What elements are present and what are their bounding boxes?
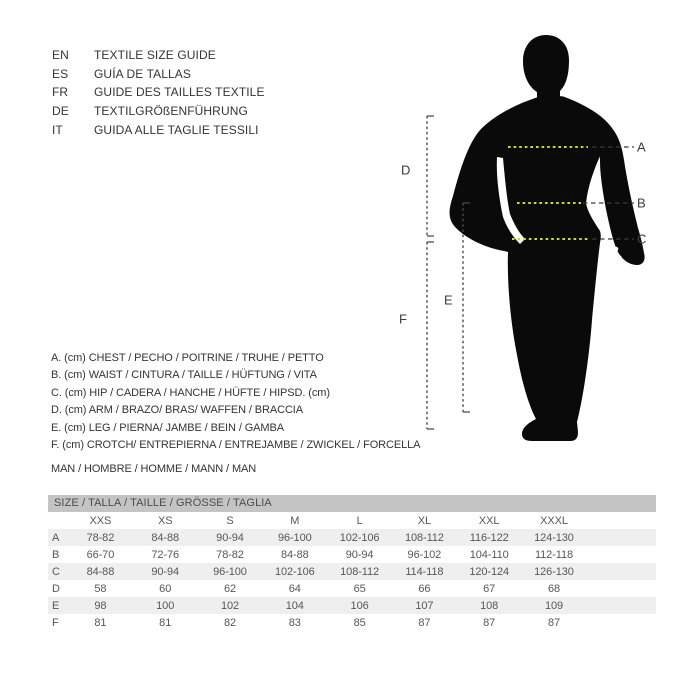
- table-row-arm: [48, 580, 656, 597]
- language-code: EN: [52, 48, 69, 63]
- hand-finger-mark: [619, 256, 622, 259]
- guide-title: GUIDE DES TAILLES TEXTILE: [94, 85, 265, 100]
- measure-row-label: A: [48, 529, 68, 546]
- legend-item-chest: A. (cm) CHEST / PECHO / POITRINE / TRUHE / PETTO: [51, 352, 324, 364]
- size-cell: 81: [94, 616, 107, 629]
- size-cell: 87: [547, 616, 560, 629]
- size-table-grid: [48, 512, 656, 631]
- size-cell: 108-112: [392, 529, 457, 546]
- size-cell: 62: [223, 582, 237, 595]
- size-col-header-xs: XS: [157, 514, 173, 527]
- size-cell: 90-94: [345, 548, 374, 561]
- size-table-header-bar: SIZE / TALLA / TAILLE / GRÖSSE / TAGLIA: [48, 495, 656, 512]
- mark-label-e: E: [444, 292, 453, 308]
- size-cell: 100: [133, 597, 198, 614]
- crotch-measure-ticks: [427, 242, 434, 429]
- size-col-header-xxl: XXL: [478, 514, 500, 527]
- guide-title: TEXTILE SIZE GUIDE: [94, 48, 216, 63]
- spacer-cell: [586, 597, 656, 614]
- size-cell: 102-106: [262, 563, 327, 580]
- spacer-cell: [586, 512, 656, 529]
- size-cell: 106: [327, 597, 392, 614]
- size-cell: 81: [159, 616, 172, 629]
- table-row-waist: [48, 546, 656, 563]
- size-cell: 104-110: [469, 548, 509, 561]
- size-cell: 96-102: [407, 548, 442, 561]
- man-silhouette-diagram: [380, 20, 680, 450]
- size-cell: 102-106: [327, 529, 392, 546]
- size-header-row: [48, 512, 656, 529]
- size-cell: 120-124: [457, 563, 522, 580]
- title-row-en: [52, 46, 265, 65]
- size-cell: 72-76: [151, 548, 180, 561]
- measure-row-label: D: [52, 582, 60, 595]
- size-cell: 87: [483, 616, 496, 629]
- size-cell: 87: [418, 616, 431, 629]
- size-cell: 98: [68, 597, 133, 614]
- mark-label-c: C: [637, 231, 647, 247]
- size-cell: 68: [547, 582, 560, 595]
- title-row-es: [52, 65, 265, 84]
- size-cell: 104: [262, 597, 327, 614]
- legend-item-crotch: F. (cm) CROTCH/ ENTREPIERNA / ENTREJAMBE / ZWICKEL / FORCELLA: [51, 439, 421, 452]
- size-col-header-s: S: [226, 514, 234, 527]
- measure-row-label: F: [52, 616, 59, 629]
- size-cell: 65: [353, 582, 366, 595]
- size-cell: 84-88: [133, 529, 198, 546]
- legend-item-arm: D. (cm) ARM / BRAZO/ BRAS/ WAFFEN / BRACCIA: [51, 404, 303, 417]
- empty-corner-cell: [48, 512, 68, 529]
- size-cell: 108-112: [327, 563, 392, 580]
- size-col-header-xl: XL: [417, 514, 432, 527]
- language-code: IT: [52, 122, 63, 137]
- mark-label-d: D: [401, 162, 411, 178]
- title-row-de: [52, 102, 265, 121]
- man-body-silhouette: [450, 96, 610, 441]
- measure-row-label: E: [48, 597, 68, 614]
- size-cell: 66: [418, 582, 431, 595]
- size-cell: 67: [483, 582, 496, 595]
- table-row-leg: [48, 597, 656, 614]
- size-cell: 114-118: [392, 563, 457, 580]
- size-cell: 82: [223, 616, 237, 629]
- table-row-chest: [48, 529, 656, 546]
- mark-label-f: F: [399, 311, 407, 327]
- size-cell: 96-100: [198, 563, 263, 580]
- spacer-cell: [586, 529, 656, 546]
- size-cell: 58: [94, 582, 107, 595]
- size-cell: 60: [159, 582, 172, 595]
- subject-line: MAN / HOMBRE / HOMME / MANN / MAN: [51, 463, 257, 475]
- size-cell: 124-130: [522, 529, 587, 546]
- size-cell: 78-82: [68, 529, 133, 546]
- arm-measure-ticks: [427, 116, 434, 236]
- man-head-silhouette: [523, 35, 569, 103]
- size-col-header-xxs: XXS: [89, 514, 112, 527]
- language-code: ES: [52, 66, 69, 81]
- size-cell: 84-88: [280, 548, 309, 561]
- measure-row-label: B: [52, 548, 60, 561]
- guide-title: GUÍA DE TALLAS: [94, 66, 191, 81]
- measurement-figure: [380, 20, 680, 450]
- size-cell: 78-82: [216, 548, 244, 561]
- spacer-cell: [586, 580, 656, 597]
- size-col-header-m: M: [290, 514, 300, 527]
- size-cell: 108: [457, 597, 522, 614]
- size-cell: 107: [392, 597, 457, 614]
- spacer-cell: [586, 563, 656, 580]
- language-title-list: [52, 46, 265, 139]
- legend-item-hip: C. (cm) HIP / CADERA / HANCHE / HÜFTE / HIPSD. (cm): [51, 386, 330, 399]
- guide-title: TEXTILGRÖßENFÜHRUNG: [94, 104, 248, 119]
- size-table: [48, 495, 656, 631]
- measurement-legend: [51, 350, 420, 454]
- size-cell: 126-130: [522, 563, 587, 580]
- measure-row-label: C: [48, 563, 68, 580]
- size-cell: 90-94: [133, 563, 198, 580]
- size-cell: 96-100: [262, 529, 327, 546]
- size-cell: 64: [288, 582, 301, 595]
- legend-item-waist: B. (cm) WAIST / CINTURA / TAILLE / HÜFTUNG / VITA: [51, 369, 317, 382]
- size-cell: 112-118: [534, 548, 573, 561]
- size-col-header-l: L: [356, 514, 363, 527]
- size-cell: 90-94: [198, 529, 263, 546]
- title-row-fr: [52, 83, 265, 102]
- legend-item-leg: E. (cm) LEG / PIERNA/ JAMBE / BEIN / GAMBA: [51, 421, 284, 434]
- size-cell: 84-88: [68, 563, 133, 580]
- spacer-cell: [586, 546, 656, 563]
- table-row-crotch: [48, 614, 656, 631]
- size-col-header-xxxl: XXXL: [540, 514, 568, 527]
- language-code: DE: [52, 104, 69, 119]
- guide-title: GUIDA ALLE TAGLIE TESSILI: [94, 122, 259, 137]
- mark-label-a: A: [637, 139, 646, 155]
- size-cell: 83: [288, 616, 301, 629]
- title-row-it: [52, 120, 265, 139]
- size-cell: 116-122: [457, 529, 522, 546]
- size-cell: 66-70: [86, 548, 115, 561]
- spacer-cell: [586, 614, 656, 631]
- table-row-hip: [48, 563, 656, 580]
- size-cell: 85: [353, 616, 366, 629]
- size-cell: 102: [198, 597, 263, 614]
- language-code: FR: [52, 85, 69, 100]
- hand-thumb-mark: [614, 247, 619, 252]
- size-cell: 109: [522, 597, 587, 614]
- mark-label-b: B: [637, 195, 646, 211]
